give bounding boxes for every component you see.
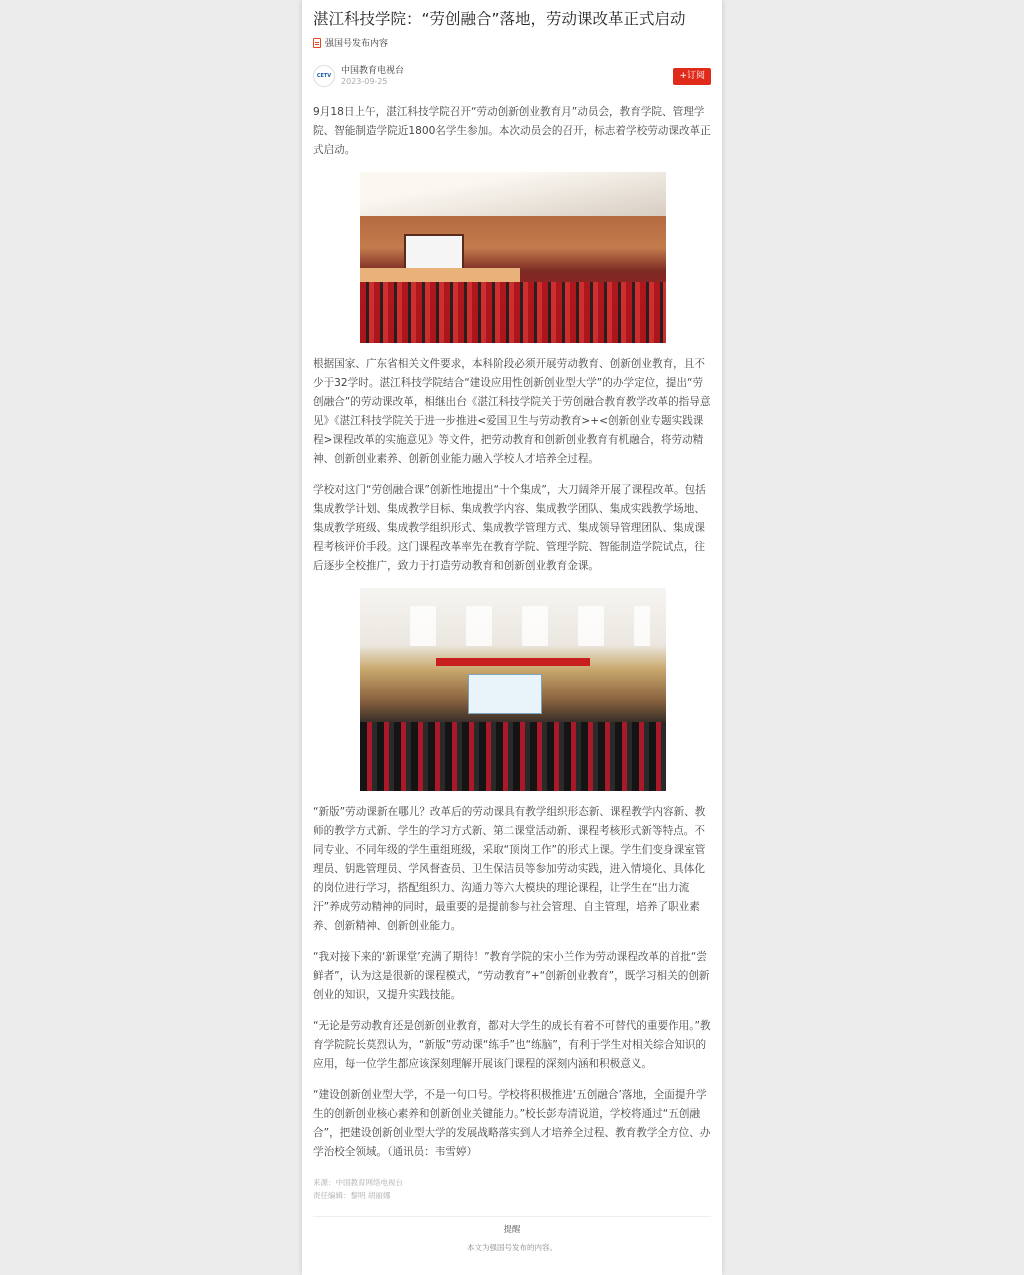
subscribe-button[interactable]: +订阅 bbox=[673, 68, 711, 85]
article-title: 湛江科技学院：“劳创融合”落地，劳动课改革正式启动 bbox=[313, 10, 686, 28]
paragraph: 根据国家、广东省相关文件要求，本科阶段必须开展劳动教育、创新创业教育，且不少于32学时。湛江科技学院结合“建设应用性创新创业型大学”的办学定位，提出“劳创融合”的劳动课改革，相继出台《湛江科技学院关于劳创融合教育教学改革的指导意见》《湛江科技学院关于进一步推进<爱国卫生与劳动教育>+<创新创业专题实践课程>课程改革的实施意见》等文件，把劳动教育和创新创业教育有机融合，将劳动精神、创新创业素养、创新创业能力融入学校人才培养全过程。 bbox=[313, 358, 711, 465]
stage bbox=[360, 268, 520, 282]
avatar[interactable]: CETV bbox=[313, 65, 335, 87]
paragraph: 9月18日上午，湛江科技学院召开“劳动创新创业教育月”动员会，教育学院、管理学院、智能制造学院近1800名学生参加。本次动员会的召开，标志着学校劳动课改革正式启动。 bbox=[313, 106, 711, 156]
audience-crowd bbox=[360, 282, 666, 343]
paragraph: “无论是劳动教育还是创新创业教育，都对大学生的成长有着不可替代的重要作用。”教育学院院长莫烈认为，“新版”劳动课“练手”也“练脑”，有利于学生对相关综合知识的应用，每一位学生都应该深刻理解开展该门课程的深刻内涵和积极意义。 bbox=[313, 1020, 711, 1070]
paragraph: “新版”劳动课新在哪儿？改革后的劳动课具有教学组织形态新、课程教学内容新、教师的教学方式新、学生的学习方式新、第二课堂活动新、课程考核形式新等特点。不同专业、不同年级的学生重组班级，采取“顶岗工作”的形式上课。学生们变身课室管理员、钥匙管理员、学风督查员、卫生保洁员等参加劳动实践，进入情境化、具体化的岗位进行学习，搭配组织力、沟通力等六大模块的理论课程，让学生在“出力流汗”养成劳动精神的同时，最重要的是提前参与社会管理、自主管理，培养了职业素养、创新精神、创新创业能力。 bbox=[313, 806, 706, 932]
editor-line: 责任编辑：黎明 胡丽娜 bbox=[313, 1191, 391, 1200]
auditorium-photo bbox=[360, 172, 666, 343]
notice-section bbox=[313, 1216, 711, 1253]
paragraph: “我对接下来的‘新课堂’充满了期待！”教育学院的宋小兰作为劳动课程改革的首批“尝鲜者”，认为这是很新的课程模式，“劳动教育”+“创新创业教育”，既学习相关的创新创业的知识，又提升实践技能。 bbox=[313, 951, 710, 1001]
article-page bbox=[302, 0, 722, 1275]
ceiling-lights bbox=[380, 606, 650, 646]
notice-title: 提醒 bbox=[497, 1223, 526, 1235]
author-bar bbox=[313, 63, 711, 89]
stage-screen bbox=[404, 234, 464, 272]
publish-date: 2023-09-25 bbox=[341, 76, 388, 86]
source-line: 来源：中国教育网络电视台 bbox=[313, 1178, 403, 1187]
author-meta bbox=[341, 66, 673, 87]
audience-crowd bbox=[360, 722, 666, 791]
notice-text: 本文为强国号发布的内容。 bbox=[467, 1243, 557, 1252]
article-footer bbox=[313, 1176, 711, 1202]
author-name[interactable]: 中国教育电视台 bbox=[341, 65, 405, 76]
projection-screen bbox=[468, 674, 542, 714]
document-icon bbox=[313, 38, 321, 48]
source-tag bbox=[313, 36, 711, 49]
lecture-hall-photo bbox=[360, 588, 666, 791]
red-banner bbox=[436, 658, 590, 666]
paragraph: “建设创新创业型大学，不是一句口号。学校将积极推进‘五创融合’落地，全面提升学生的创新创业核心素养和创新创业关键能力。”校长彭寿清说道，学校将通过“五创融合”，把建设创新创业型大学的发展战略落实到人才培养全过程、教育教学全方位、办学治校全领域。（通讯员：韦雪婷） bbox=[313, 1089, 711, 1158]
photo-ceiling bbox=[360, 172, 666, 216]
source-tag-label: 强国号发布内容 bbox=[325, 39, 389, 49]
paragraph: 学校对这门“劳创融合课”创新性地提出“十个集成”，大刀阔斧开展了课程改革。包括集成教学计划、集成教学目标、集成教学内容、集成教学团队、集成实践教学场地、集成教学班级、集成教学组织形式、集成教学管理方式、集成领导管理团队、集成课程考核评价手段。这门课程改革率先在教育学院、管理学院、智能制造学院试点，往后逐步全校推广，致力于打造劳动教育和创新创业教育金课。 bbox=[313, 484, 706, 572]
